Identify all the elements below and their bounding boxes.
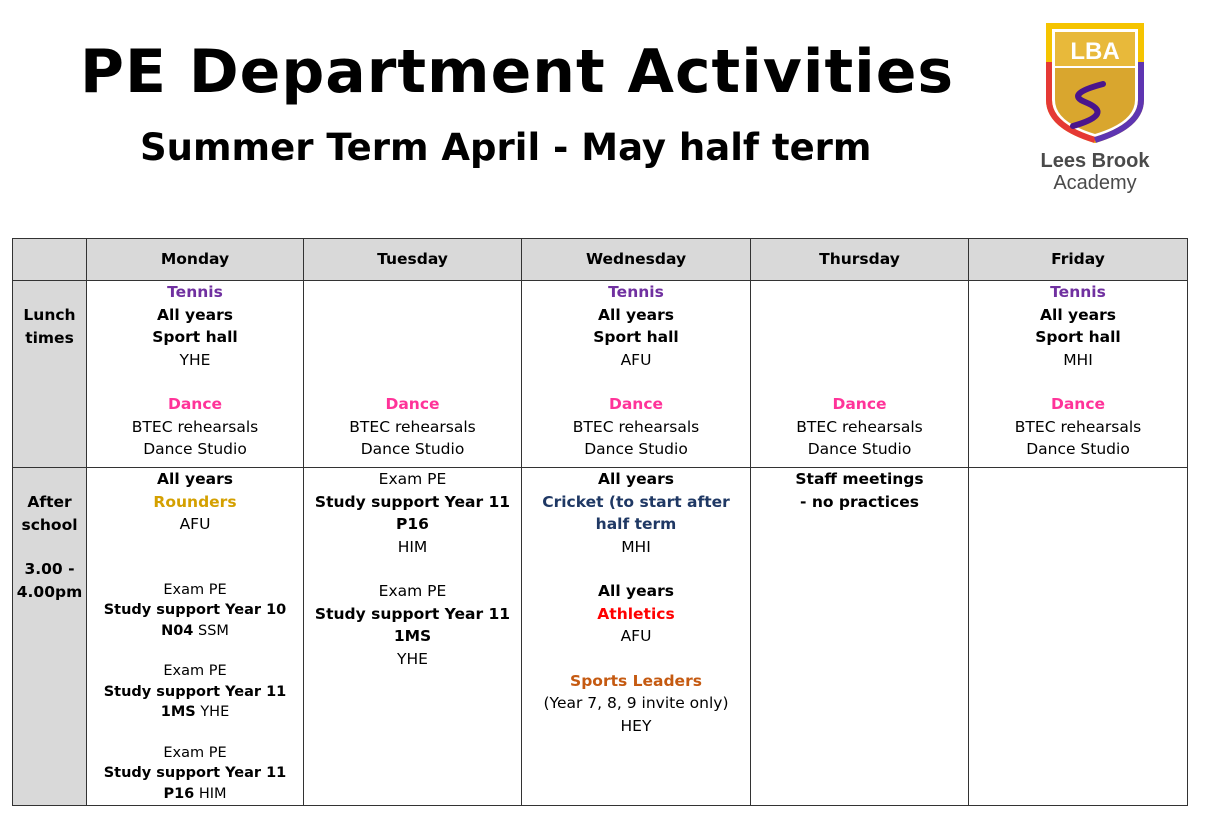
study-staff: HIM: [198, 785, 227, 802]
study-staff: SSM: [198, 622, 229, 639]
day-header-wednesday: Wednesday: [522, 239, 751, 281]
study-title: Exam PE: [378, 470, 447, 488]
lunch-tuesday: [304, 281, 522, 468]
school-name: [1030, 150, 1160, 194]
activity-name-cont: half term: [595, 515, 677, 533]
lunch-wednesday: [522, 281, 751, 468]
activity-name: Tennis: [1050, 283, 1106, 301]
after-friday: [969, 468, 1188, 806]
study-desc: Study support Year 11: [103, 683, 287, 700]
lunch-row-label: [13, 281, 87, 468]
activity-years: All years: [157, 305, 233, 324]
dance-title: Dance: [1050, 395, 1106, 413]
lunch-label-1: Lunch: [23, 306, 76, 324]
dance-venue: Dance Studio: [1026, 440, 1130, 458]
day-header-friday: Friday: [969, 239, 1188, 281]
activity-staff: AFU: [620, 350, 652, 369]
leaders-staff: HEY: [620, 716, 652, 735]
lunch-row: [13, 281, 1188, 468]
activity-venue: Sport hall: [593, 328, 679, 346]
school-name-light: Academy: [1053, 172, 1137, 194]
activity-staff: AFU: [179, 515, 211, 533]
dance-title: Dance: [167, 395, 223, 413]
after-tuesday: [304, 468, 522, 806]
after-wednesday: [522, 468, 751, 806]
activity-venue: Sport hall: [152, 328, 238, 346]
staff-note-cont: - no practices: [800, 492, 919, 511]
svg-text:LBA: LBA: [1070, 38, 1120, 65]
dance-venue: Dance Studio: [143, 440, 247, 458]
study-desc: Study support Year 10: [103, 602, 287, 618]
dance-venue: Dance Studio: [584, 440, 688, 458]
study-desc: Study support Year 11: [314, 604, 511, 623]
activity-venue: Sport hall: [1035, 328, 1121, 346]
day-header-monday: Monday: [87, 239, 304, 281]
after-thursday: [751, 468, 969, 806]
dance-desc: BTEC rehearsals: [796, 417, 923, 436]
after-school-row: [13, 468, 1188, 806]
study-desc: Study support Year 11: [314, 492, 511, 511]
leaders-title: Sports Leaders: [570, 671, 702, 690]
activity-staff: AFU: [620, 627, 652, 645]
dance-title: Dance: [385, 395, 440, 413]
activity-name: Athletics: [597, 604, 675, 623]
after-school-row-label: [13, 468, 87, 806]
activity-name: Tennis: [167, 283, 223, 301]
activity-name: Tennis: [608, 283, 664, 301]
study-desc: Study support Year 11: [103, 765, 287, 781]
activity-years: All years: [157, 470, 233, 488]
dance-desc: BTEC rehearsals: [349, 417, 476, 436]
header-row: [13, 239, 1188, 281]
activity-staff: YHE: [179, 350, 211, 369]
after-label-2: school: [21, 515, 78, 534]
study-title: Exam PE: [163, 744, 227, 761]
study-staff: HIM: [397, 537, 428, 556]
day-header-thursday: Thursday: [751, 239, 969, 281]
corner-cell: [13, 239, 87, 281]
activity-years: All years: [598, 470, 674, 488]
activity-years: All years: [1040, 305, 1116, 324]
dance-venue: Dance Studio: [360, 440, 465, 458]
shield-icon: [1045, 22, 1145, 144]
study-title: Exam PE: [378, 582, 447, 600]
dance-venue: Dance Studio: [807, 440, 912, 458]
after-monday: [87, 468, 304, 806]
lunch-label-2: times: [25, 328, 74, 347]
activity-name: Cricket (to start after: [542, 492, 730, 511]
dance-desc: BTEC rehearsals: [572, 417, 700, 436]
dance-title: Dance: [832, 395, 887, 413]
school-logo: [1030, 22, 1170, 202]
study-title: Exam PE: [163, 663, 227, 679]
page-subtitle: Summer Term April - May half term: [140, 126, 872, 169]
page-title: PE Department Activities: [80, 37, 955, 107]
activity-years: All years: [598, 582, 674, 600]
activity-years: All years: [598, 305, 674, 324]
after-label-1: After: [27, 493, 72, 511]
activity-staff: MHI: [1063, 350, 1093, 369]
after-label-3: 3.00 -: [24, 560, 75, 578]
study-room: 1MS: [393, 627, 432, 645]
after-label-4: 4.00pm: [16, 582, 83, 601]
activity-staff: MHI: [621, 537, 651, 556]
lunch-monday: [87, 281, 304, 468]
study-room: N04: [161, 622, 194, 639]
lunch-thursday: [751, 281, 969, 468]
study-title: Exam PE: [163, 581, 227, 598]
lunch-friday: [969, 281, 1188, 468]
school-name-bold: Lees Brook: [1040, 150, 1150, 172]
leaders-note: (Year 7, 8, 9 invite only): [543, 694, 729, 712]
dance-desc: BTEC rehearsals: [1014, 417, 1142, 436]
staff-note: Staff meetings: [795, 470, 924, 488]
activities-table: [12, 238, 1188, 806]
day-header-tuesday: Tuesday: [304, 239, 522, 281]
study-room: P16: [396, 515, 429, 533]
dance-title: Dance: [608, 395, 664, 413]
dance-desc: BTEC rehearsals: [131, 417, 259, 436]
study-staff: YHE: [200, 704, 230, 720]
study-room: P16: [163, 785, 195, 802]
activity-name: Rounders: [153, 492, 237, 511]
study-room: 1MS: [160, 704, 196, 720]
study-staff: YHE: [397, 649, 428, 668]
